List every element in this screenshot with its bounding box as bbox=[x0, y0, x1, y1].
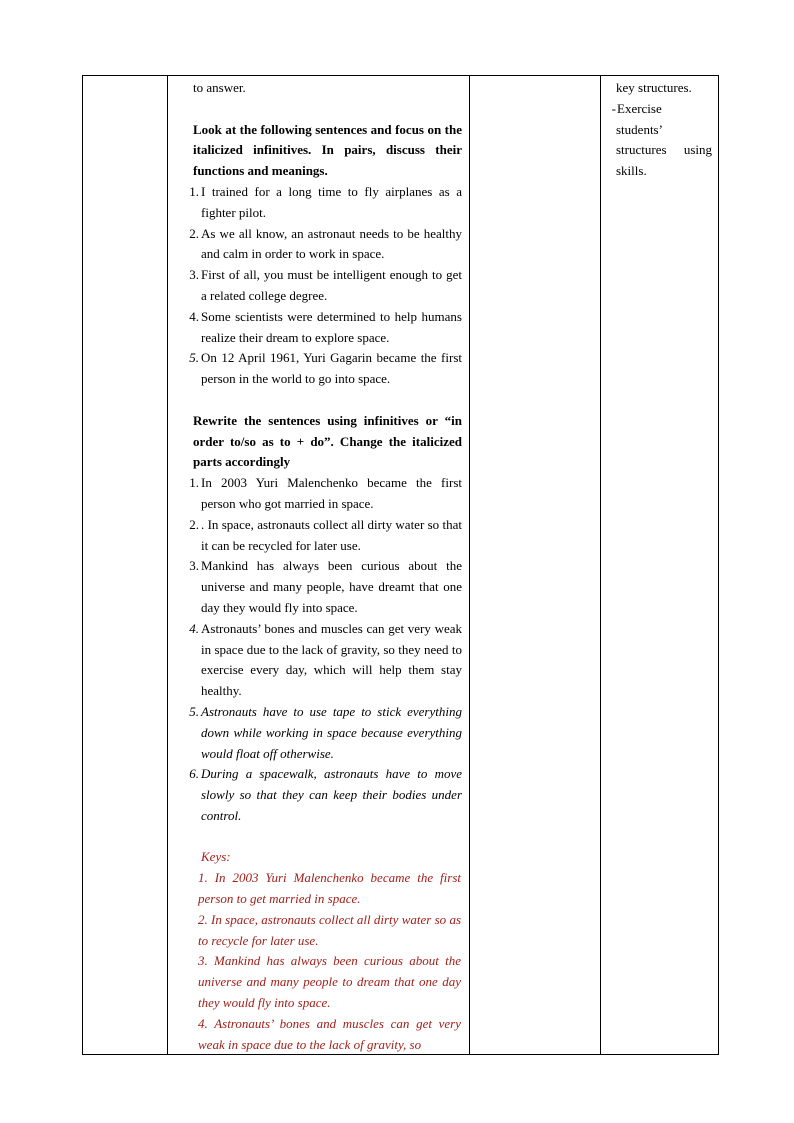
task2-item: 6. During a spacewalk, astronauts have to move slowly so that they can keep their bodies under control. bbox=[189, 766, 462, 823]
task1-item: 1. I trained for a long time to fly airplanes as a fighter pilot. bbox=[189, 183, 462, 220]
task1-item: 3. First of all, you must be intelligent enough to get a related college degree. bbox=[189, 267, 462, 303]
bullet-dash: - bbox=[611, 100, 616, 116]
task1-item: 2. As we all know, an astronaut needs to be healthy and calm in order to work in space. bbox=[189, 225, 462, 262]
spacer bbox=[168, 390, 469, 411]
spacer bbox=[168, 827, 469, 848]
key-line: 3. Mankind has always been curious about the universe and many people to dream that one day they would fly into space. bbox=[198, 953, 461, 1011]
key-line: 4. Astronauts’ bones and muscles can get very weak in space due to the lack of gravity, so bbox=[198, 1015, 461, 1052]
task2-heading: Rewrite the sentences using infinitives or “in order to/so as to + do”. Change the italicized parts accordingly bbox=[193, 412, 462, 470]
task1-heading: Look at the following sentences and focus on the italicized infinitives. In pairs, discuss their functions and meanings. bbox=[193, 121, 462, 179]
objectives-cell bbox=[601, 75, 718, 1055]
objective-line: skills. bbox=[616, 163, 647, 179]
task2-item: 1. In 2003 Yuri Malenchenko became the first person who got married in space. bbox=[189, 475, 462, 511]
key-line: 1. In 2003 Yuri Malenchenko became the first person to get married in space. bbox=[198, 870, 461, 907]
task1-list bbox=[168, 182, 469, 390]
objective-line: structures using bbox=[616, 142, 712, 158]
task2-list bbox=[168, 473, 469, 827]
task2-item: 4. Astronauts’ bones and muscles can get very weak in space due to the lack of gravity, so they need to exercise every day, which will help them stay healthy. bbox=[189, 620, 462, 699]
spacer bbox=[168, 99, 469, 120]
objective-bullet-text: Exercise bbox=[617, 100, 662, 116]
task2-item: 2. . In space, astronauts collect all dirty water so that it can be recycled for later use. bbox=[189, 516, 462, 553]
key-line: 2. In space, astronauts collect all dirty water so as to recycle for later use. bbox=[198, 911, 461, 948]
task1-item: 5. On 12 April 1961, Yuri Gagarin became the first person in the world to go into space. bbox=[189, 350, 462, 387]
table-border-right bbox=[718, 75, 719, 1055]
objective-line: students’ bbox=[616, 121, 663, 137]
objective-bullet bbox=[601, 99, 718, 120]
table-border-left bbox=[82, 75, 83, 1055]
activities-cell bbox=[168, 75, 469, 1055]
task2-item: 5. Astronauts have to use tape to stick everything down while working in space because everything would float off otherwise. bbox=[189, 703, 462, 761]
intro-line: to answer. bbox=[193, 80, 246, 95]
keys-heading: Keys: bbox=[201, 849, 231, 865]
task2-item: 3. Mankind has always been curious about the universe and many people, have dreamt that one day they would fly into space. bbox=[189, 558, 462, 615]
task1-item: 4. Some scientists were determined to help humans realize their dream to explore space. bbox=[189, 308, 462, 345]
answer-keys bbox=[168, 847, 469, 1055]
objective-line: key structures. bbox=[616, 80, 692, 95]
table-border-col2 bbox=[469, 75, 470, 1055]
